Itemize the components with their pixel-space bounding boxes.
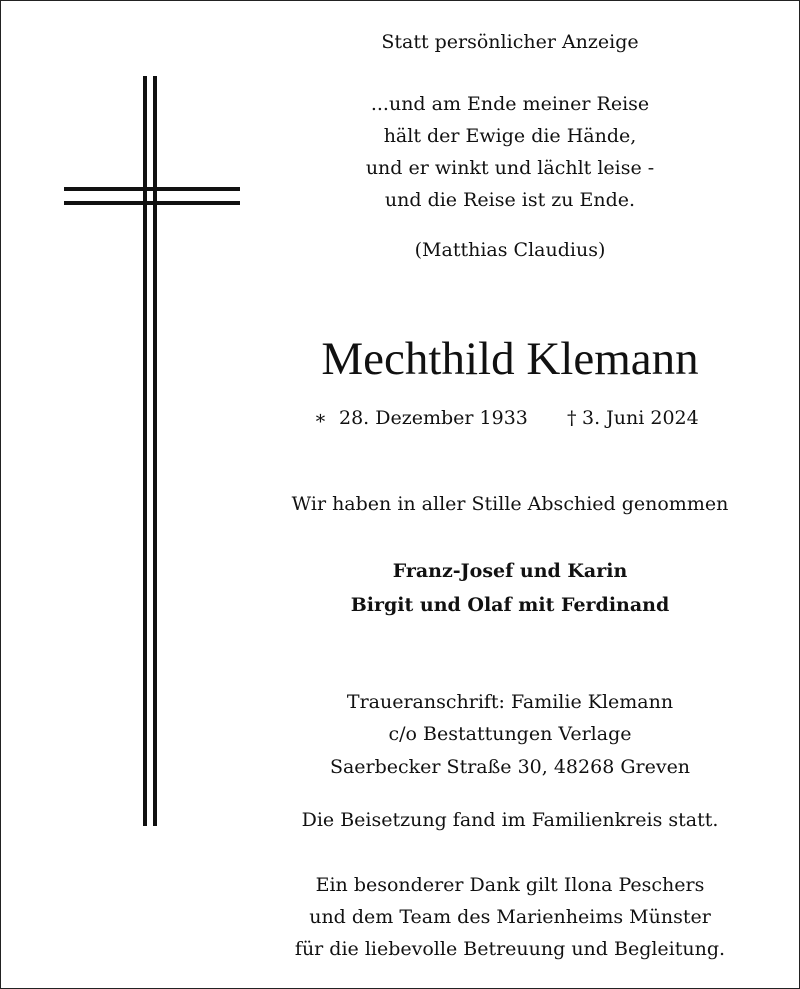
family-line: Birgit und Olaf mit Ferdinand: [350, 594, 670, 616]
address-line: Traueranschrift: Familie Klemann: [346, 691, 674, 713]
cross-horizontal-bar-bottom: [64, 201, 240, 205]
thanks-line: Ein besonderer Dank gilt Ilona Peschers: [315, 874, 705, 896]
birth-date: 28. Dezember 1933: [339, 407, 528, 429]
poem-line: und die Reise ist zu Ende.: [384, 189, 636, 211]
family-line: Franz-Josef und Karin: [392, 560, 628, 582]
poem-line: hält der Ewige die Hände,: [383, 125, 637, 147]
poem-line: und er winkt und lächlt leise -: [365, 157, 655, 179]
thanks-line: für die liebevolle Betreuung und Begleitung.: [294, 938, 726, 960]
cross-horizontal-bar-top: [64, 187, 240, 191]
address-line: c/o Bestattungen Verlage: [388, 723, 632, 745]
birth-star-icon: ∗: [314, 407, 327, 429]
notice-heading: Statt persönlicher Anzeige: [381, 31, 639, 53]
farewell-text: Wir haben in aller Stille Abschied genommen: [291, 493, 729, 515]
death-date: 3. Juni 2024: [582, 407, 699, 429]
address-line: Saerbecker Straße 30, 48268 Greven: [329, 756, 691, 778]
thanks-line: und dem Team des Marienheims Münster: [309, 906, 711, 928]
cross-icon: [0, 0, 260, 989]
deceased-name: Mechthild Klemann: [321, 333, 699, 385]
burial-note: Die Beisetzung fand im Familienkreis statt.: [301, 809, 719, 831]
poem-author: (Matthias Claudius): [414, 239, 606, 261]
poem-line: ...und am Ende meiner Reise: [370, 93, 650, 115]
death-cross-icon: †: [567, 407, 577, 429]
